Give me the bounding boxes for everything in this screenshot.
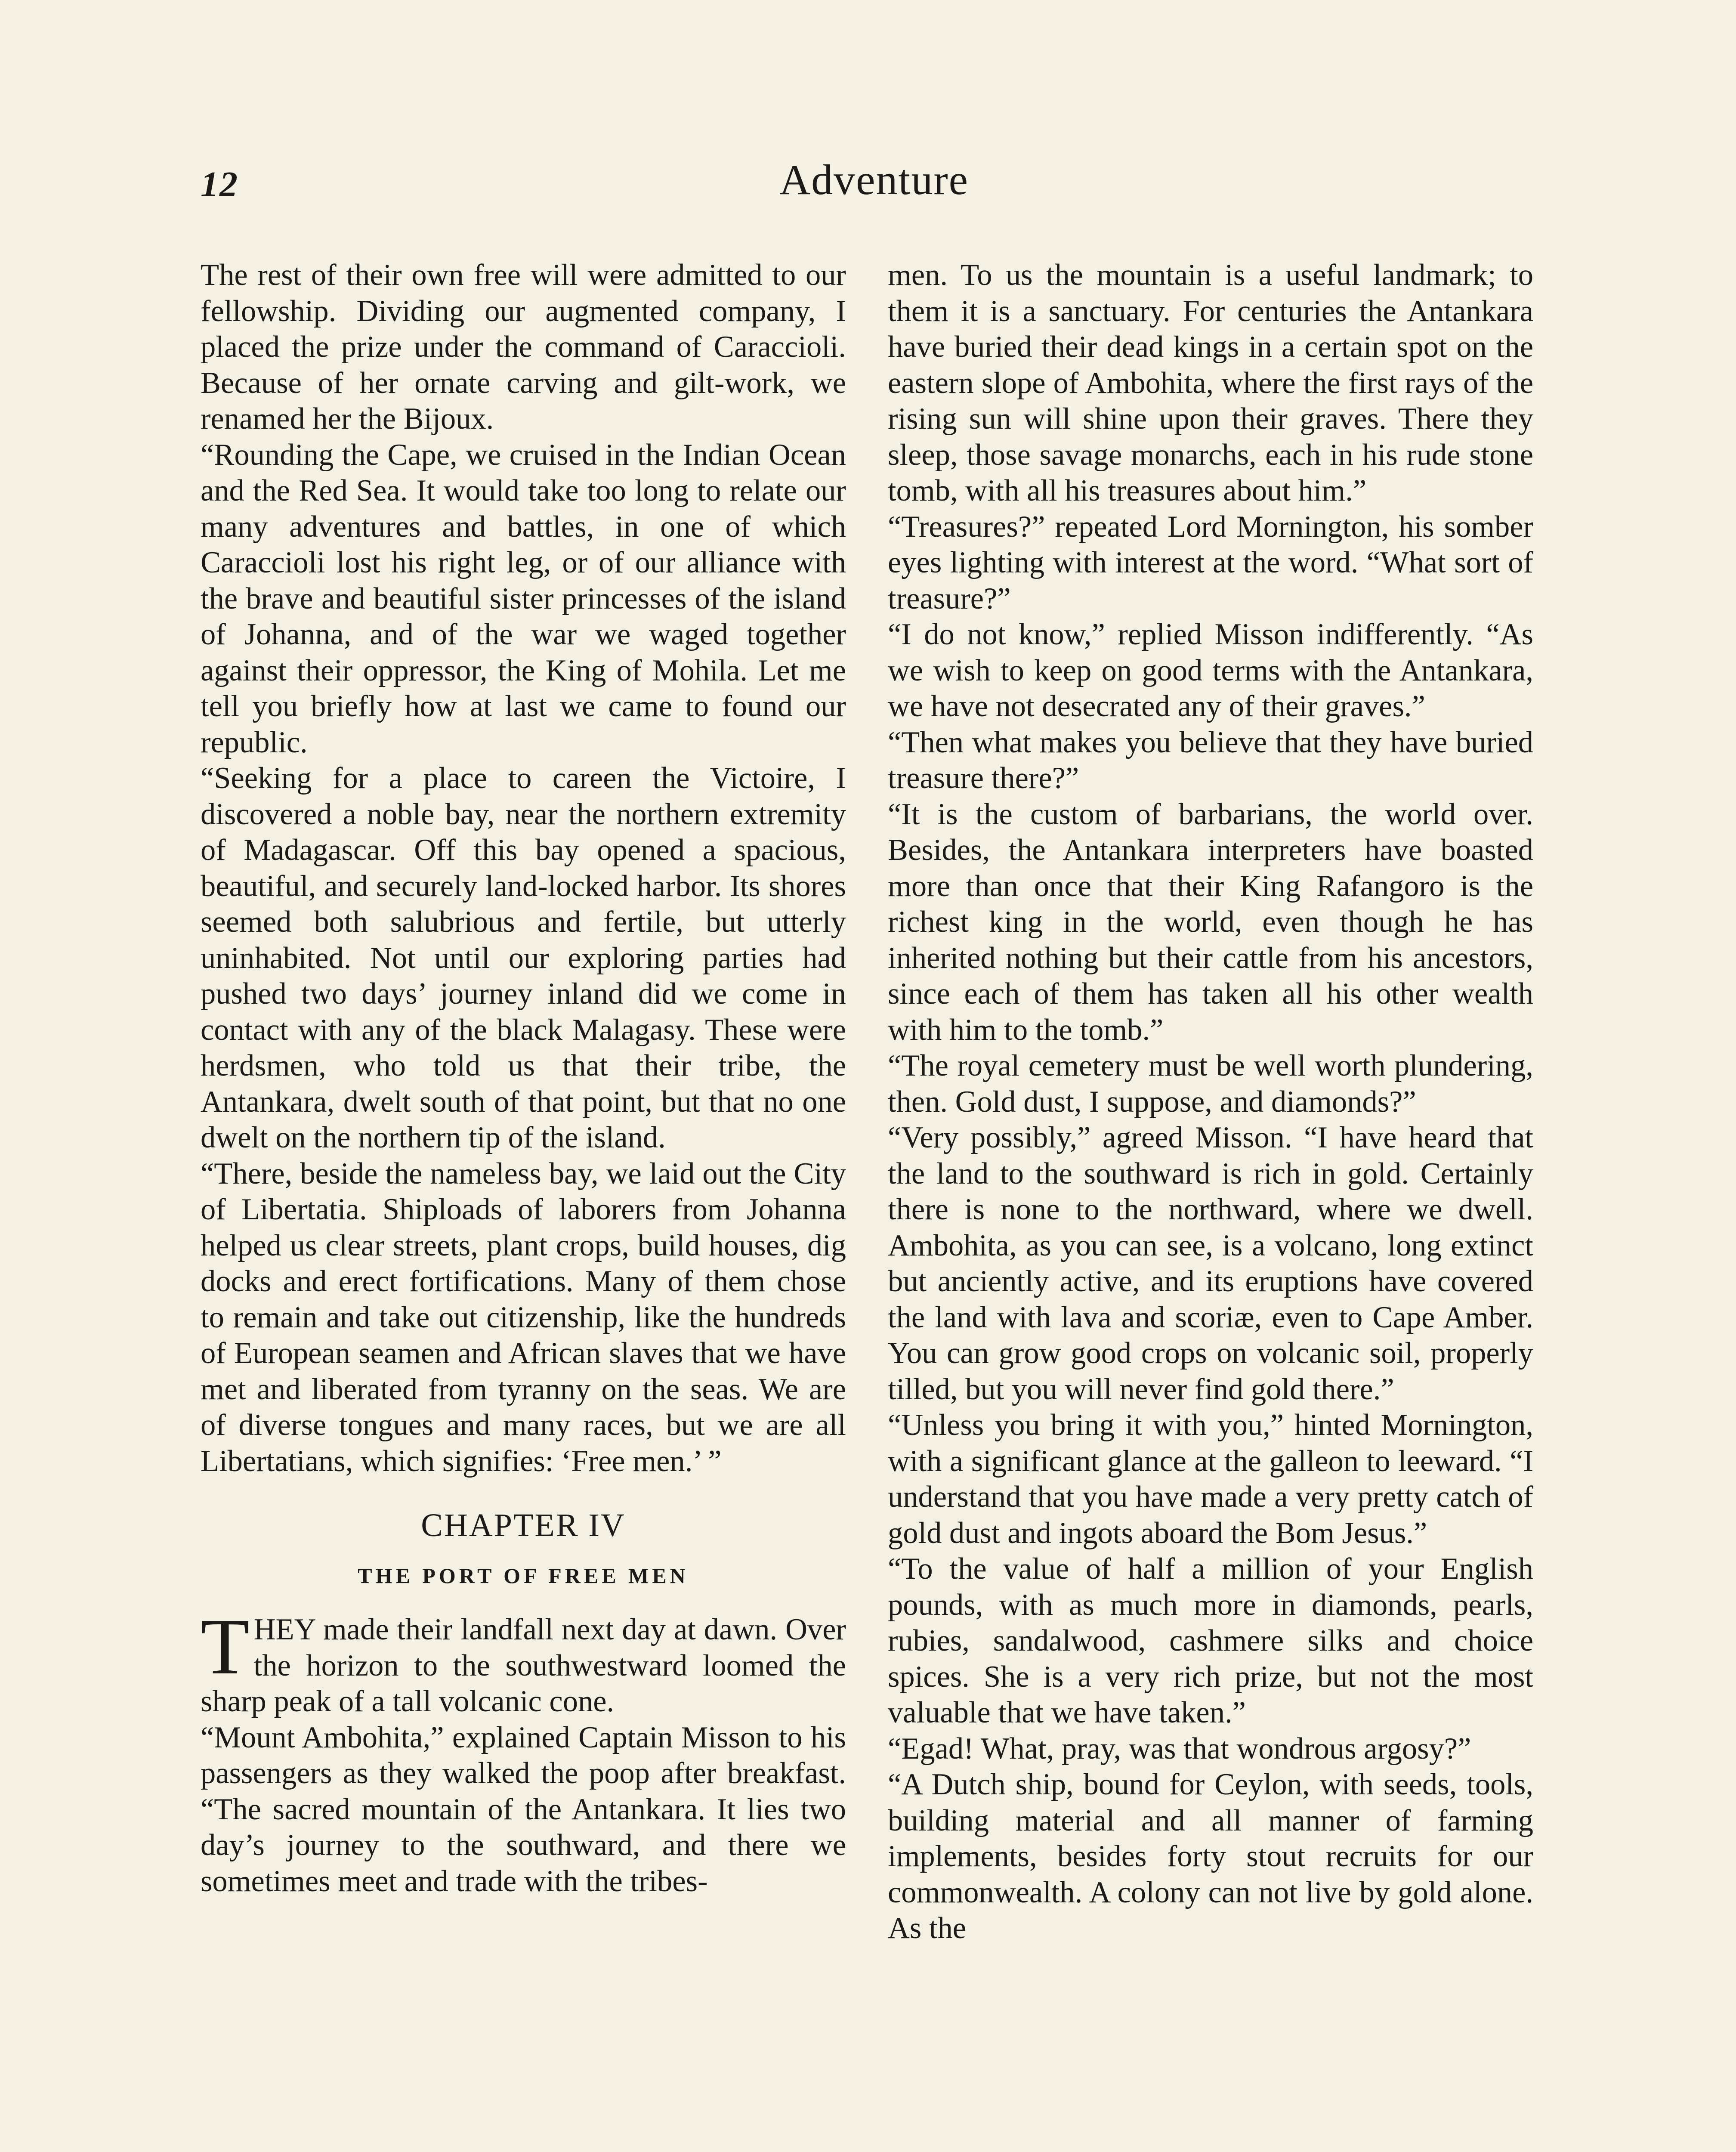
left-column <box>201 257 846 1899</box>
running-title: Adventure <box>779 156 969 204</box>
paragraph: “It is the custom of barbarians, the world over. Besides, the Antankara interpreters have boasted more than once that their King Rafangoro is the richest king in the world, even though he has inherited nothing but their cattle from his ancestors, since each of them has taken all his other wealth with him to the tomb.” <box>888 797 1533 1047</box>
paragraph: “There, beside the nameless bay, we laid out the City of Libertatia. Shiploads of laborers from Johanna helped us clear streets, plant crops, build houses, dig docks and erect fortifications. Many of them chose to remain and take out citizenship, like the hundreds of European seamen and African slaves that we have met and liberated from tyranny on the seas. We are of diverse tongues and many races, but we are all Libertatians, which signifies: ‘Free men.’ ” <box>201 1156 846 1478</box>
paragraph: “Then what makes you believe that they have buried treasure there?” <box>888 725 1533 795</box>
paragraph: “Very possibly,” agreed Misson. “I have heard that the land to the southward is rich in gold. Certainly there is none to the northward, where we dwell. Ambohita, as you can see, is a volcano, long extinct but anciently active, and its eruptions have covered the land with lava and scoriæ, even to Cape Amber. You can grow good crops on volcanic soil, properly tilled, but you will never find gold there.” <box>888 1121 1533 1406</box>
paragraph: “Egad! What, pray, was that wondrous argosy?” <box>888 1731 1471 1766</box>
chapter-opening-paragraph <box>201 1602 846 1720</box>
page-number: 12 <box>201 164 238 204</box>
drop-cap-letter: T <box>201 1602 250 1691</box>
paragraph: “Unless you bring it with you,” hinted Mornington, with a significant glance at the galleon to leeward. “I understand that you have made a very pretty catch of gold dust and ingots aboard the Bom Jesus.” <box>888 1408 1533 1550</box>
paragraph: “Mount Ambohita,” explained Captain Misson to his passengers as they walked the poop after breakfast. “The sacred mountain of the Antankara. It lies two day’s journey to the southward, and there we sometimes meet and trade with the tribes- <box>201 1720 846 1898</box>
paragraph: “A Dutch ship, bound for Ceylon, with seeds, tools, building material and all manner of farming implements, besides forty stout recruits for our commonwealth. A colony can not live by gold alone. As the <box>888 1768 1533 1945</box>
paragraph: “The royal cemetery must be well worth plundering, then. Gold dust, I suppose, and diamonds?” <box>888 1049 1533 1119</box>
paragraph: “I do not know,” replied Misson indifferently. “As we wish to keep on good terms with the Antankara, we have not desecrated any of their graves.” <box>888 618 1533 723</box>
page-header <box>201 155 1548 215</box>
chapter-heading: CHAPTER IV <box>421 1507 626 1543</box>
paragraph: “Seeking for a place to careen the Victoire, I discovered a noble bay, near the northern extremity of Madagascar. Off this bay opened a spacious, beautiful, and securely land-locked harbor. Its shores seemed both salubrious and fertile, but utterly uninhabited. Not until our exploring parties had pushed two days’ journey inland did we come in contact with any of the black Malagasy. These were herdsmen, who told us that their tribe, the Antankara, dwelt south of that point, but that no one dwelt on the northern tip of the island. <box>201 761 846 1154</box>
paragraph: men. To us the mountain is a useful landmark; to them it is a sanctuary. For centuries the Antankara have buried their dead kings in a certain spot on the eastern slope of Ambohita, where the first rays of the rising sun will shine upon their graves. There they sleep, those savage monarchs, each in his rude stone tomb, with all his treasures about him.” <box>888 258 1533 507</box>
paragraph: The rest of their own free will were admitted to our fellowship. Dividing our augmented company, I placed the prize under the command of Caraccioli. Because of her ornate carving and gilt-work, we renamed her the Bijoux. <box>201 258 846 436</box>
paragraph: “Treasures?” repeated Lord Mornington, his somber eyes lighting with interest at the word. “What sort of treasure?” <box>888 510 1533 615</box>
chapter-opening-text: HEY made their landfall next day at dawn. Over the horizon to the southwestward loomed the sharp peak of a tall volcanic cone. <box>201 1613 846 1718</box>
chapter-subtitle: THE PORT OF FREE MEN <box>358 1564 689 1588</box>
paragraph: “Rounding the Cape, we cruised in the Indian Ocean and the Red Sea. It would take too long to relate our many adventures and battles, in one of which Caraccioli lost his right leg, or of our alliance with the brave and beautiful sister princesses of the island of Johanna, and of the war we waged together against their oppressor, the King of Mohila. Let me tell you briefly how at last we came to found our republic. <box>201 438 846 759</box>
right-column <box>888 257 1533 1947</box>
paragraph: “To the value of half a million of your English pounds, with as much more in diamonds, pearls, rubies, sandalwood, cashmere silks and choice spices. She is a very rich prize, but not the most valuable that we have taken.” <box>888 1552 1533 1729</box>
